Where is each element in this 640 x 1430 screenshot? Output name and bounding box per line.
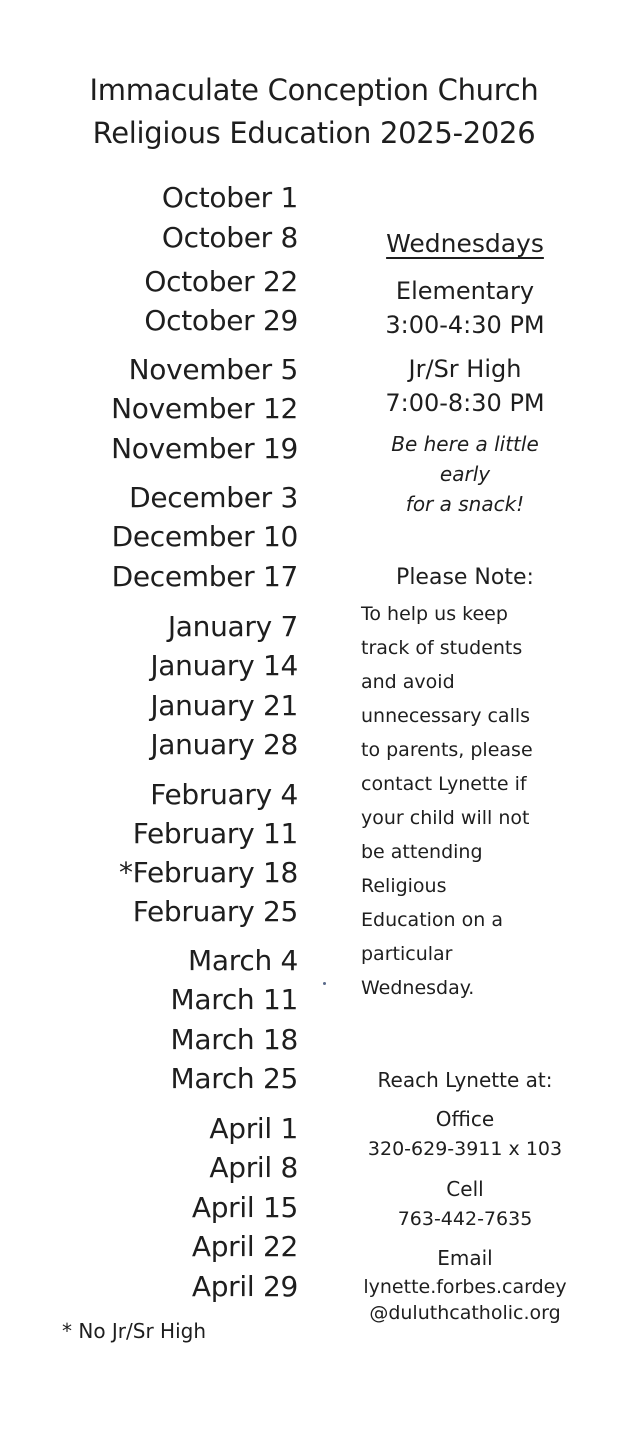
date-item: December 17 bbox=[111, 560, 298, 593]
note-heading: Please Note: bbox=[396, 565, 534, 590]
scan-speck bbox=[323, 982, 326, 985]
date-item: October 8 bbox=[161, 221, 298, 254]
note-line: track of students bbox=[361, 637, 523, 659]
cell-phone: 763-442-7635 bbox=[397, 1208, 533, 1230]
high-school-label: Jr/Sr High bbox=[408, 355, 522, 383]
high-school-time: 7:00-8:30 PM bbox=[385, 389, 545, 417]
date-item: January 21 bbox=[150, 689, 298, 722]
note-line: Religious bbox=[361, 875, 447, 897]
note-line: particular bbox=[361, 943, 453, 965]
note-line: and avoid bbox=[361, 671, 455, 693]
note-line: contact Lynette if bbox=[361, 773, 527, 795]
date-item: April 22 bbox=[191, 1230, 298, 1263]
date-item: March 18 bbox=[170, 1023, 298, 1056]
email-address-line: @duluthcatholic.org bbox=[369, 1302, 561, 1324]
date-item: February 11 bbox=[132, 817, 298, 850]
day-heading: Wednesdays bbox=[386, 229, 544, 258]
date-item: March 11 bbox=[170, 983, 298, 1016]
email-label: Email bbox=[437, 1246, 493, 1270]
date-item: April 15 bbox=[191, 1191, 298, 1224]
note-line: unnecessary calls bbox=[361, 705, 531, 727]
date-item: April 29 bbox=[191, 1270, 298, 1303]
note-line: To help us keep bbox=[361, 603, 508, 625]
cell-label: Cell bbox=[446, 1177, 484, 1201]
date-item: January 14 bbox=[150, 649, 298, 682]
date-item: April 1 bbox=[209, 1112, 298, 1145]
office-phone: 320-629-3911 x 103 bbox=[367, 1138, 563, 1160]
elementary-label: Elementary bbox=[395, 277, 535, 305]
office-label: Office bbox=[435, 1107, 495, 1131]
date-item: March 25 bbox=[170, 1062, 298, 1095]
elementary-time: 3:00-4:30 PM bbox=[385, 311, 545, 339]
date-item: March 4 bbox=[188, 944, 298, 977]
snack-note-line: for a snack! bbox=[405, 492, 525, 516]
date-item: November 5 bbox=[128, 353, 298, 386]
date-item: December 10 bbox=[111, 520, 298, 553]
snack-note-line: early bbox=[439, 462, 491, 486]
date-item: *February 18 bbox=[118, 856, 298, 889]
date-item: October 22 bbox=[144, 265, 298, 298]
note-line: Wednesday. bbox=[361, 977, 475, 999]
date-item: January 28 bbox=[150, 728, 298, 761]
date-item: December 3 bbox=[129, 481, 298, 514]
date-item: February 4 bbox=[150, 778, 298, 811]
note-line: Education on a bbox=[361, 909, 503, 931]
snack-note-line: Be here a little bbox=[391, 432, 539, 456]
date-item: February 25 bbox=[132, 895, 298, 928]
date-item: November 12 bbox=[111, 392, 298, 425]
note-line: be attending bbox=[361, 841, 483, 863]
email-address-line: lynette.forbes.cardey bbox=[363, 1276, 567, 1298]
date-item: April 8 bbox=[209, 1151, 298, 1184]
date-item: November 19 bbox=[111, 432, 298, 465]
note-line: your child will not bbox=[361, 807, 530, 829]
program-title: Religious Education 2025-2026 bbox=[92, 116, 536, 150]
date-item: October 29 bbox=[144, 304, 298, 337]
footnote: * No Jr/Sr High bbox=[62, 1319, 207, 1343]
date-item: January 7 bbox=[167, 610, 298, 643]
contact-heading: Reach Lynette at: bbox=[377, 1068, 553, 1092]
note-body bbox=[361, 597, 591, 1005]
church-name: Immaculate Conception Church bbox=[89, 73, 539, 107]
note-line: to parents, please bbox=[361, 739, 533, 761]
date-item: October 1 bbox=[161, 181, 298, 214]
